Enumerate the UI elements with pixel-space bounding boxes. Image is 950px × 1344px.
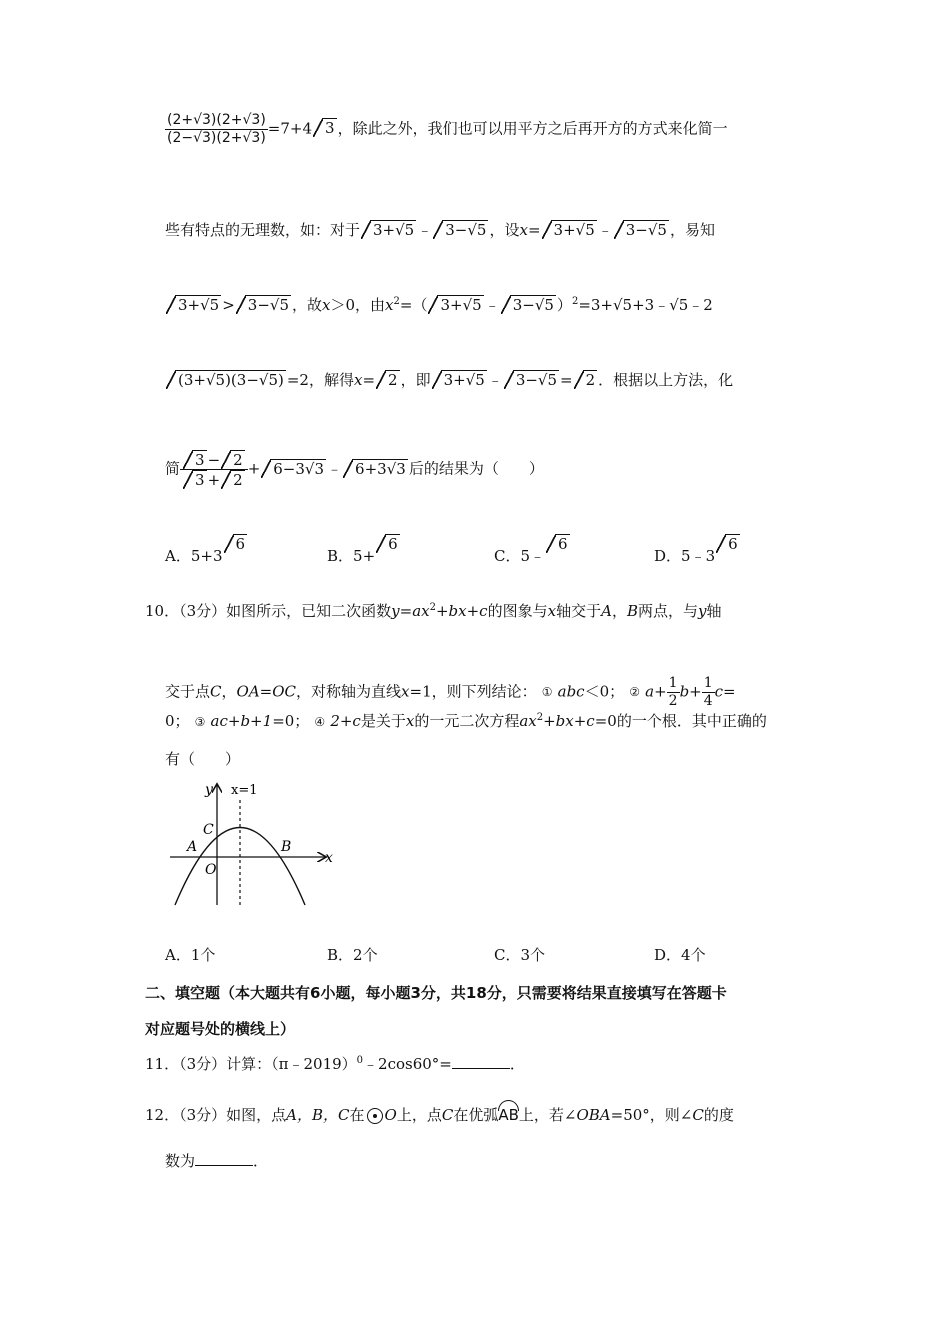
q11-line: 11．（3分）计算：（π﹣2019）$^0$﹣2cos60°= ． <box>145 1055 525 1073</box>
q9-l5-fraction <box>180 450 248 489</box>
sqrt-6-plus-3sqrt3: 6+3√3 <box>343 459 408 478</box>
sqrt-3-minus-sqrt5: 3−√5 <box>433 220 488 239</box>
q10-option-b[interactable]: B．2个 <box>327 946 378 964</box>
circled-4: ④ <box>314 715 326 729</box>
q9-l4-text-a: =2，解得 <box>286 371 354 389</box>
q9-l3-tail: =3+√5+3﹣√5﹣2 <box>578 296 713 314</box>
circled-3: ③ <box>194 715 206 729</box>
q10-line-3: 0； ③ ac+b+1=0； ④ 2+c是关于x的一元二次方程$ax^2+bx+c=0$的一个根．其中正确的 <box>165 712 767 730</box>
q9-l2-text-b: ，设 <box>489 221 520 239</box>
sqrt-6: 6 <box>716 534 740 553</box>
sqrt-3-minus-sqrt5: 3−√5 <box>236 295 291 314</box>
q10-line-2: 交于点C，OA=OC，对称轴为直线x=1，则下列结论： ① abc＜0； ② a+ $\frac{1}{2}$ b+ $\frac{1}{4}$ c= <box>165 675 736 709</box>
sup-2: 2 <box>393 296 400 307</box>
minus: ﹣ <box>484 296 500 314</box>
q9-l5-text: 后的结果为（ ） <box>408 459 544 478</box>
section-heading-2: 对应题号处的横线上） <box>145 1020 296 1038</box>
graph-label-b: B <box>281 839 292 855</box>
answer-blank[interactable] <box>452 1068 510 1069</box>
q9-line-4 <box>165 370 733 389</box>
graph-label-y: y <box>205 782 213 798</box>
q9-option-d[interactable]: D．5﹣36 <box>654 535 738 565</box>
minus: ﹣ <box>417 221 433 239</box>
q10-option-d[interactable]: D．4个 <box>654 946 706 964</box>
q9-fraction-denominator: (2−√3)(2+√3) <box>167 129 266 146</box>
var-x: x <box>519 221 528 239</box>
fraction-half: $\frac{1}{2}$ <box>668 675 678 709</box>
q9-line-2 <box>165 220 715 239</box>
sqrt-3: 3 <box>313 118 337 137</box>
question-number: 12． <box>145 1106 180 1124</box>
eq: = <box>560 371 573 389</box>
q9-l5-denominator: 3 + 2 <box>180 470 248 489</box>
q9-line-1 <box>165 112 728 147</box>
q9-l3-text-b: ＞0，由 <box>330 296 386 314</box>
minus: ﹣ <box>487 371 503 389</box>
circled-1: ① <box>541 685 553 700</box>
fraction-quarter: $\frac{1}{4}$ <box>703 675 713 709</box>
arc-ab: AB <box>498 1100 519 1124</box>
sqrt-3-minus-sqrt5: 3−√5 <box>614 220 669 239</box>
q9-l4-text-c: ．根据以上方法，化 <box>598 371 734 389</box>
q12-line-1: 12．（3分）如图，点A，B，C在 O上，点C在优弧AB上，若∠OBA=50°，则∠C的度 <box>145 1100 734 1125</box>
q9-line-5: 简 $\frac{3 - 2}{3 + 2}$ + 6−3√3 ﹣ 6+3√3 后的结果为（ ） <box>165 451 544 489</box>
q12-line-2: 数为 ． <box>165 1152 269 1170</box>
graph-label-x: x <box>325 850 333 866</box>
q9-fraction-numerator: (2+√3)(2+√3) <box>167 112 266 128</box>
sqrt-product: (3+√5)(3−√5) <box>166 370 286 389</box>
parabola-graph <box>165 780 345 910</box>
answer-blank[interactable] <box>195 1165 253 1166</box>
sqrt-3-plus-sqrt5: 3+√5 <box>361 220 416 239</box>
q10-option-c[interactable]: C．3个 <box>494 946 546 964</box>
sqrt-3-minus-sqrt5: 3−√5 <box>501 295 556 314</box>
eq: = <box>362 371 376 389</box>
var-x: x <box>322 296 331 314</box>
circle-dot-icon <box>367 1108 383 1124</box>
q9-l5-numerator: 3 − 2 <box>180 450 248 470</box>
graph-label-a: A <box>187 839 198 855</box>
var-x: x <box>385 296 394 314</box>
sqrt-3-plus-sqrt5: 3+√5 <box>428 295 483 314</box>
q9-option-a[interactable]: A．5+36 <box>165 535 246 565</box>
sqrt-3-plus-sqrt5: 3+√5 <box>166 295 221 314</box>
sqrt-3-plus-sqrt5: 3+√5 <box>432 370 487 389</box>
eq: = <box>527 221 541 239</box>
gt: > <box>222 296 235 314</box>
minus: ﹣ <box>327 459 343 478</box>
sqrt-2: 2 <box>376 370 400 389</box>
sqrt-2: 2 <box>574 370 598 389</box>
sqrt-6: 6 <box>546 534 570 553</box>
sqrt-3-minus-sqrt5: 3−√5 <box>504 370 559 389</box>
q9-l4-text-b: ，即 <box>400 371 431 389</box>
question-number: 10． <box>145 602 180 620</box>
sqrt-6: 6 <box>224 534 248 553</box>
graph-label-o: O <box>205 862 217 878</box>
section-heading-1: 二、填空题（本大题共有6小题，每小题3分，共18分，只需要将结果直接填写在答题卡 <box>145 984 727 1002</box>
sqrt-3-plus-sqrt5: 3+√5 <box>542 220 597 239</box>
q9-l1-text: ，除此之外，我们也可以用平方之后再开方的方式来化简一 <box>337 119 728 138</box>
minus: ﹣ <box>597 221 613 239</box>
q9-l1-eq: =7+4 <box>267 119 313 138</box>
graph-label-c: C <box>203 822 214 838</box>
q10-line-4: 有（ ） <box>165 750 241 768</box>
question-number: 11． <box>145 1055 180 1073</box>
q9-option-c[interactable]: C．5﹣6 <box>494 535 568 565</box>
q9-line-3 <box>165 295 713 314</box>
var-x: x <box>353 371 363 389</box>
q9-l5-prefix: 简 <box>165 459 181 478</box>
eq-paren: =（ <box>399 296 428 314</box>
circled-2: ② <box>629 685 640 700</box>
close-paren: ） <box>556 296 572 314</box>
sup-2: 2 <box>571 296 579 307</box>
q9-fraction <box>165 112 268 147</box>
q10-option-a[interactable]: A．1个 <box>165 946 216 964</box>
sqrt-6: 6 <box>376 534 400 553</box>
q9-l2-text-a: 些有特点的无理数，如：对于 <box>165 221 361 239</box>
q10-line-1: 10．（3分）如图所示，已知二次函数$y=ax^2+bx+c$的图象与x轴交于A，B两点，与y轴 <box>145 602 722 620</box>
q9-option-b[interactable]: B．5+6 <box>327 535 398 565</box>
sqrt-6-minus-3sqrt3: 6−3√3 <box>261 459 326 478</box>
q9-l3-text-a: ，故 <box>292 296 323 314</box>
graph-label-x1: x=1 <box>231 783 258 798</box>
q9-l2-text-c: ，易知 <box>669 221 715 239</box>
